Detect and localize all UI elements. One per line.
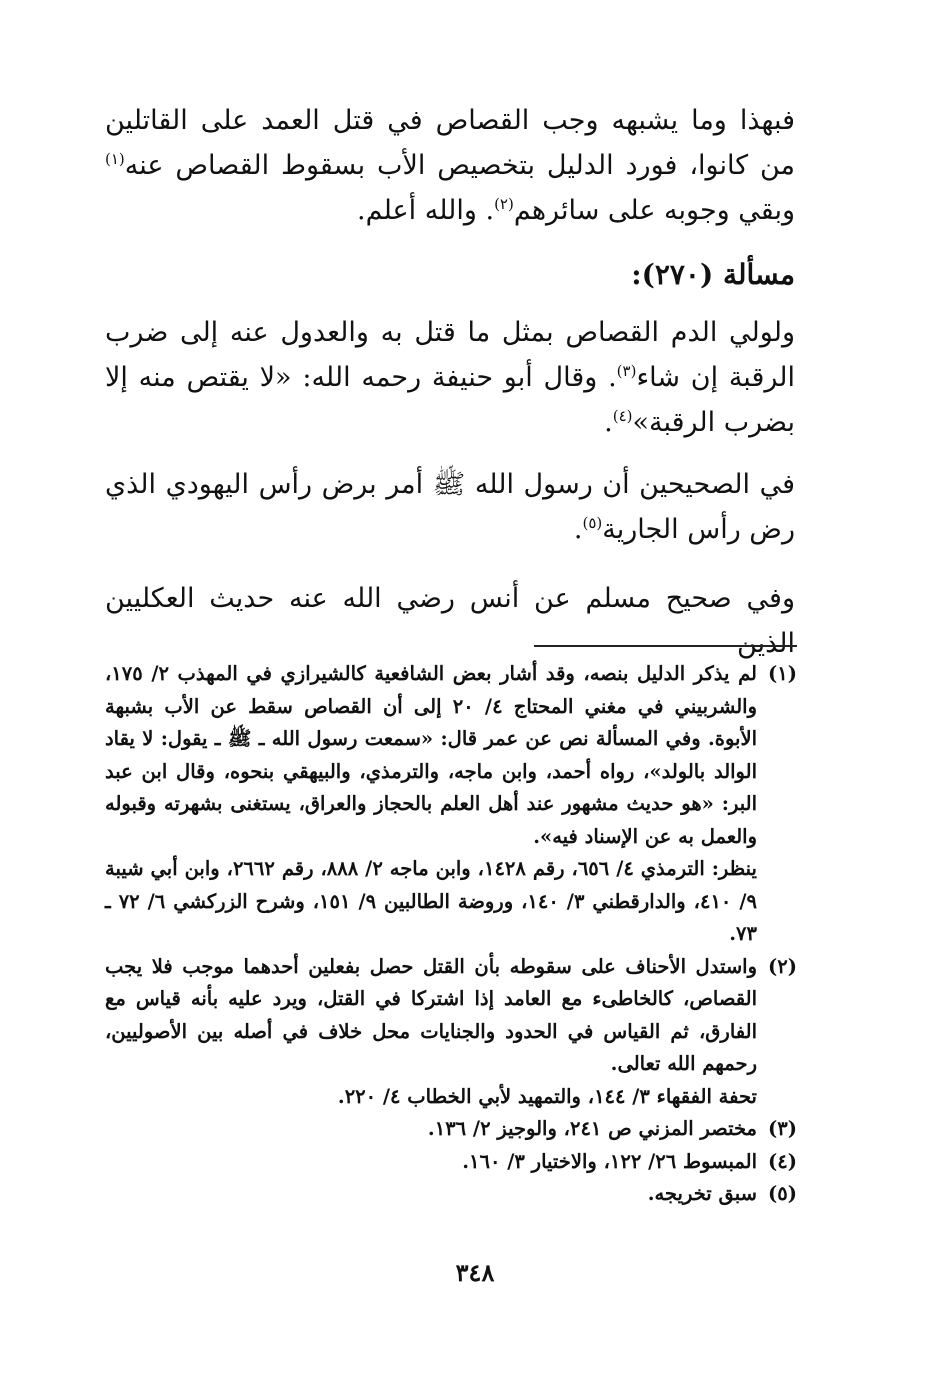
footnote-text: مختصر المزني ص ٢٤١، والوجيز ٢/ ١٣٦. [427, 1117, 757, 1140]
footnote-number: (٤) [768, 1149, 797, 1173]
footnote-body [105, 658, 757, 951]
footnote-ref[interactable]: (٢) [494, 195, 514, 213]
footnote-item [105, 658, 797, 951]
paragraph-text: . والله أعلم. [357, 195, 495, 226]
footnote-divider [534, 645, 797, 647]
footnote-ref[interactable]: (٥) [582, 514, 603, 532]
footnote-ref[interactable]: (٤) [612, 407, 633, 425]
footnote-text: واستدل الأحناف على سقوطه بأن القتل حصل بفعلين أحدهما موجب فلا يجب القصاص، كالخاطىء مع العامد إذا اشتركا في القتل، ويرد عليه بأنه قياس مع الفارق، ثم القياس في الحدود والجنايات محل خلاف في أصله بين الأصوليين، رحمهم الله تعالى. [105, 954, 757, 1075]
footnote-ref[interactable]: (٣) [616, 362, 637, 380]
paragraph-intro [105, 98, 795, 233]
footnote-item [105, 1146, 797, 1179]
footnote-item [105, 1113, 797, 1146]
footnote-number: (٥) [768, 1182, 797, 1205]
paragraph-text: في الصحيحين أن رسول الله ﷺ أمر برض رأس اليهودي الذي رض رأس الجارية [105, 469, 795, 545]
footnote-body [105, 1113, 757, 1146]
paragraph-text: ولولي الدم القصاص بمثل ما قتل به والعدول عنه إلى ضرب الرقبة إن شاء [105, 317, 795, 393]
footnote-text: سبق تخريجه. [647, 1182, 757, 1205]
footnote-text: لم يذكر الدليل بنصه، وقد أشار بعض الشافعية كالشيرازي في المهذب ٢/ ١٧٥، والشربيني في مغني المحتاج ٤/ ٢٠ إلى أن القصاص سقط عن الأب بشبهة الأبوة. وفي المسألة نص عن عمر قال: «سمعت رسول الله ـ ﷺ ـ يقول: لا يقاد الوالد بالولد»، رواه أحمد، وابن ماجه، والترمذي، والبيهقي بنحوه، وقال ابن عبد البر: «هو حديث مشهور عند أهل العلم بالحجاز والعراق، يستغنى بشهرته وقبوله والعمل به عن الإسناد فيه». [105, 662, 757, 848]
footnotes [105, 658, 797, 1211]
footnote-number: (١) [768, 662, 797, 685]
footnote-item [105, 951, 797, 1114]
footnote-number: (٣) [768, 1117, 797, 1140]
paragraph-text: وبقي وجوبه على سائرهم [513, 195, 795, 226]
footnote-number: (٢) [768, 954, 797, 978]
footnote-text: تحفة الفقهاء ٣/ ١٤٤، والتمهيد لأبي الخطاب ٤/ ٢٢٠. [337, 1084, 757, 1108]
footnote-body [105, 1178, 757, 1211]
paragraph-text: . وقال أبو حنيفة رحمه الله: «لا يقتص منه إلا بضرب الرقبة» [105, 362, 795, 438]
paragraph-text: . [604, 407, 613, 438]
paragraph-text: وفي صحيح مسلم عن أنس رضي الله عنه حديث العكليين الذين [105, 583, 795, 659]
footnote-body [105, 1146, 757, 1179]
issue-heading: مسألة (٢٧٠): [631, 258, 795, 291]
footnote-item [105, 1178, 797, 1211]
footnote-ref[interactable]: (١) [105, 150, 125, 168]
paragraph-text: . [573, 514, 583, 545]
paragraph-sahihayn [105, 462, 795, 552]
footnote-text: ينظر: الترمذي ٤/ ٦٥٦، رقم ١٤٢٨، وابن ماجه ٢/ ٨٨٨، رقم ٢٦٦٢، وابن أبي شيبة ٩/ ٤١٠، والدارقطني ٣/ ١٤٠، وروضة الطالبين ٩/ ١٥١، وشرح الزركشي ٦/ ٧٢ ـ ٧٣. [105, 857, 757, 945]
paragraph-text: فبهذا وما يشبهه وجب القصاص في قتل العمد على القاتلين من كانوا، فورد الدليل بتخصيص الأب بسقوط القصاص عنه [105, 105, 795, 181]
paragraph-muslim [105, 576, 795, 666]
footnote-text: المبسوط ٢٦/ ١٢٢، والاختيار ٣/ ١٦٠. [462, 1149, 757, 1173]
page-number: ٣٤٨ [455, 1258, 495, 1287]
paragraph-retaliation [105, 310, 795, 445]
footnote-body [105, 951, 757, 1114]
